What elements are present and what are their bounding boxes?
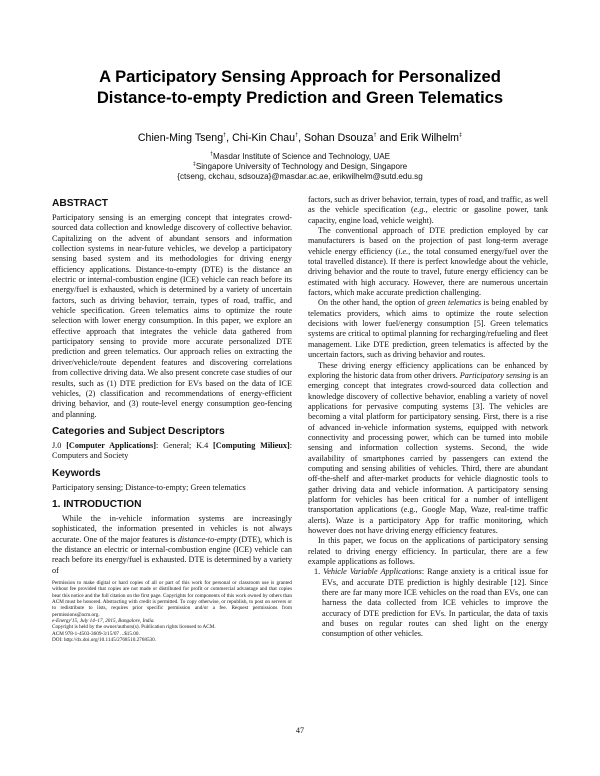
author-mark: †	[295, 132, 299, 139]
body-paragraph	[308, 361, 548, 537]
keywords-text: Participatory sensing; Distance-to-empty; Green telematics	[52, 482, 246, 492]
right-column	[308, 195, 548, 640]
text-run: (DTE), which is the distance an electric or internal-combustion engine (ICE) vehicle can reach before its energy/fuel is exhausted. DTE is determined by a variety of	[52, 534, 292, 575]
left-column	[52, 197, 292, 643]
text-run: is an emerging concept that integrates crowd-sourced data collection and knowledge discovery of collective behavior, enabling a variety of novel applications for pervasive computing systems [3]. The vehicles are becoming a vital platform for participatory sensing. First, there is a rise of advanced in-vehicle information systems, equipped with network connectivity and processing power, which can be turned into mobile sensing and information collection systems. Second, the wide availability of smartphones carried by passengers can extend the computing and sensing abilities of vehicles. Third, there are abundant off-the-shelf and after-market products for vehicle diagnostic tools to gather driving data and vehicle information. A participatory sensing platform for vehicles has been critical for a number of intelligent transportation applications (e.g., Google Map, Waze, real-time traffic alerts). Waze is a participatory App for traffic monitoring, which however does not have driving energy efficiency features.	[308, 370, 548, 535]
author-name: Erik Wilhelm	[400, 132, 460, 144]
author-name: Chi-Kin Chau	[232, 132, 296, 144]
author-emails: {ctseng, ckchau, sdsouza}@masdar.ac.ae, erikwilhelm@sutd.edu.sg	[177, 172, 423, 181]
affiliation-mark: ‡	[192, 161, 196, 168]
category-code: J.0	[52, 440, 67, 450]
emphasis-text: e.g.	[413, 205, 426, 215]
venue-text: e-Energy'15, July 14–17, 2015, Bangalore, India.	[52, 618, 155, 625]
page-number: 47	[295, 726, 305, 735]
text-run: On the other hand, the option of	[318, 298, 428, 308]
introduction-paragraph	[52, 514, 292, 576]
text-run: : Range anxiety is a critical issue for EVs, and accurate DTE prediction is highly desirable [12]. Since there are far many more ICE vehicles on the road than EVs, one can harness the data collected from ICE vehicles to improve the accuracy of DTE prediction for EVs. In particular, the data of taxis and buses on regular routes can shed light on the energy consumption of other vehicles.	[322, 567, 549, 639]
text-run: These driving energy efficiency applications can be enhanced by exploring the historic data from other drivers.	[308, 360, 548, 380]
affiliation-line	[40, 162, 560, 172]
affiliations	[40, 152, 560, 182]
text-run: factors, such as driver behavior, terrain, types of road, and traffic, as well as the vehicle specification (	[308, 195, 548, 215]
emphasis-text: distance-to-empty	[177, 534, 237, 544]
author-name: Sohan Dsouza	[304, 132, 374, 144]
author-mark: †	[223, 132, 227, 139]
text-run: is being enabled by telematics providers, which aims to optimize the route selection decisions with lower fuel/energy consumption [5]. Green telematics systems are critical to optimal planning for recharging/refueling and fleet management. Like DTE prediction, green telematics is affected by the uncertain factors, such as driving behavior and routes.	[308, 298, 549, 360]
emphasis-text: i.e.	[398, 246, 409, 256]
doi-line: DOI: http://dx.doi.org/10.1145/2768510.2768530.	[52, 637, 157, 644]
title-line-1: A Participatory Sensing Approach for Personalized	[99, 67, 501, 86]
category-mid: : General; K.4	[155, 440, 214, 450]
list-item	[308, 567, 548, 639]
abstract-text: Participatory sensing is an emerging concept that integrates crowd-sourced data collection and knowledge discovery of collective behavior. Capitalizing on the advent of abundant sensors and information collection systems in near-future vehicles, we develop a participatory sensing based system and its methodologies for driving energy efficiency applications. Distance-to-empty (DTE) is the distance an electric or internal-combustion engine (ICE) vehicle can reach before its energy/fuel is exhausted, which is determined by a variety of uncertain factors, such as driving behavior, terrain, types of road, traffic, and vehicle specification. Green telematics aims to optimize the route selection with lower energy consumption. In this paper, we explore an effective approach that integrates the vehicle data gathered from participatory sensing to provide more accurate personalized DTE prediction and green telematics. Our approach relies on extracting the driver/vehicle/route dependent features and discovering correlations from collective driving data. We also present concrete case studies of our results, such as (1) DTE prediction for EVs based on the data of ICE vehicles, (2) classification and recommendations of energy-efficient driving behavior, and (3) route-level energy consumption geo-fencing and planning.	[52, 213, 292, 419]
emphasis-text: Participatory sensing	[459, 370, 531, 380]
copyright-footnote	[52, 580, 292, 643]
body-paragraph: In this paper, we focus on the applications of participatory sensing related to driving energy efficiency. In particular, there are a few example applications as follows.	[308, 536, 548, 567]
category-name: [Computer Applications]	[66, 440, 156, 450]
categories-text	[52, 441, 292, 462]
author-separator: ,	[226, 132, 233, 144]
category-tail: : Computers and Society	[52, 440, 293, 461]
affiliation-mark: †	[209, 151, 214, 158]
category-name: [Computing Milieux]	[213, 440, 290, 450]
body-paragraph	[308, 298, 548, 360]
paper-title	[40, 66, 560, 108]
text-run: , the total consumed energy/fuel over the total travelled distance). If there is perfect knowledge about the vehicle, driving behavior and the route to travel, future energy efficiency can be estimated with high accuracy. However, there are numerous uncertain factors, which make accurate prediction challenging.	[308, 246, 548, 298]
author-name: Chien-Ming Tseng	[137, 132, 224, 144]
author-mark: †	[373, 132, 377, 139]
keywords-heading: Keywords	[52, 467, 101, 479]
text-run: , electric or gasoline power, tank capacity, engine load, vehicle weight).	[308, 205, 548, 225]
categories-heading: Categories and Subject Descriptors	[52, 425, 225, 437]
copyright-line: Copyright is held by the owner/authors(s). Publication rights licensed to ACM.	[52, 624, 216, 631]
text-run: While the in-vehicle information systems are increasingly sophisticated, the information presented in vehicles is not always accurate. One of the major features is	[52, 513, 292, 544]
text-run: The conventional approach of DTE prediction employed by car manufacturers is based on the projection of past long-term average vehicle energy efficiency (	[308, 226, 548, 256]
abstract-heading: ABSTRACT	[52, 198, 109, 209]
isbn-line: ACM 978-1-4503-3609-3/15/07 ...$15.00.	[52, 630, 140, 637]
author-separator: ,	[298, 132, 305, 144]
author-mark: ‡	[459, 132, 463, 139]
affiliation-text: Singapore University of Technology and Design, Singapore	[195, 162, 408, 171]
affiliation-text: Masdar Institute of Science and Technology, UAE	[213, 152, 391, 161]
permission-notice: Permission to make digital or hard copies of all or part of this work for personal or classroom use is granted without fee provided that copies are not made or distributed for profit or commercial advantage and that copies bear this notice and the full citation on the first page. Copyrights for components of this work owned by others than ACM must be honored. Abstracting with credit is permitted. To copy otherwise, or republish, to post on servers or to redistribute to lists, requires prior specific permission and/or a fee. Request permissions from permissions@acm.org.	[52, 579, 292, 618]
body-paragraph	[308, 226, 548, 298]
author-list	[40, 132, 560, 144]
introduction-heading: 1. INTRODUCTION	[52, 498, 142, 510]
emphasis-text: green telematics	[427, 298, 482, 308]
affiliation-line	[40, 152, 560, 162]
emphasis-text: Vehicle Variable Applications	[323, 567, 422, 577]
item-number: 1.	[314, 567, 321, 577]
author-separator: and	[376, 132, 401, 144]
body-paragraph	[308, 195, 548, 226]
application-list	[308, 567, 548, 639]
title-line-2: Distance-to-empty Prediction and Green Telematics	[96, 88, 504, 107]
